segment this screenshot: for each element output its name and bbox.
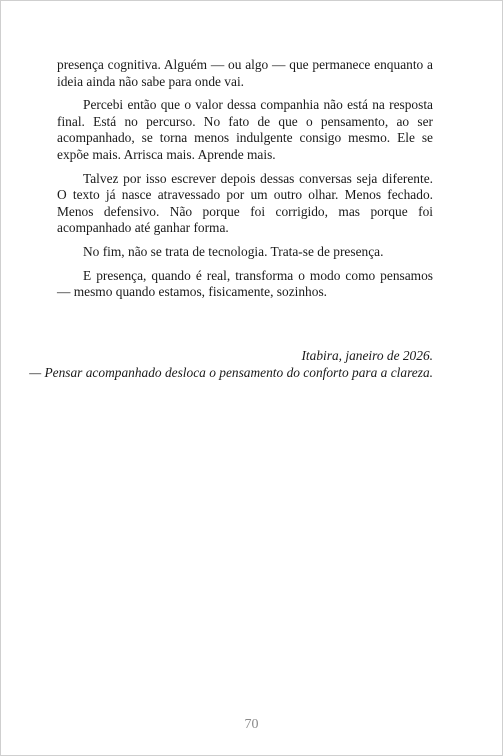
- paragraph-continuation: presença cognitiva. Alguém — ou algo — que permanece enquanto a ideia ainda não sabe para onde vai.: [57, 57, 433, 89]
- signoff: [21, 347, 433, 381]
- paragraph: Percebi então que o valor dessa companhia não está na resposta final. Está no percurso. No fato de que o pensamento, ao ser acompanhado, se torna menos indulgente consigo mesmo. Ele se expõe mais. Arrisca mais. Aprende mais.: [57, 97, 433, 162]
- page-number: 70: [244, 717, 259, 732]
- paragraph: E presença, quando é real, transforma o modo como pensamos — mesmo quando estamos, fisicamente, sozinhos.: [57, 267, 433, 300]
- closing-epigraph: — Pensar acompanhado desloca o pensamento do conforto para a clareza.: [29, 365, 433, 380]
- paragraph: Talvez por isso escrever depois dessas conversas seja diferente. O texto já nasce atravessado por um outro olhar. Menos fechado. Menos defensivo. Não porque foi corrigido, mas porque foi acompanhado até ganhar forma.: [57, 170, 433, 236]
- place-date: Itabira, janeiro de 2026.: [301, 348, 433, 363]
- paragraph: No fim, não se trata de tecnologia. Trata-se de presença.: [83, 243, 384, 259]
- body-text: [57, 57, 433, 308]
